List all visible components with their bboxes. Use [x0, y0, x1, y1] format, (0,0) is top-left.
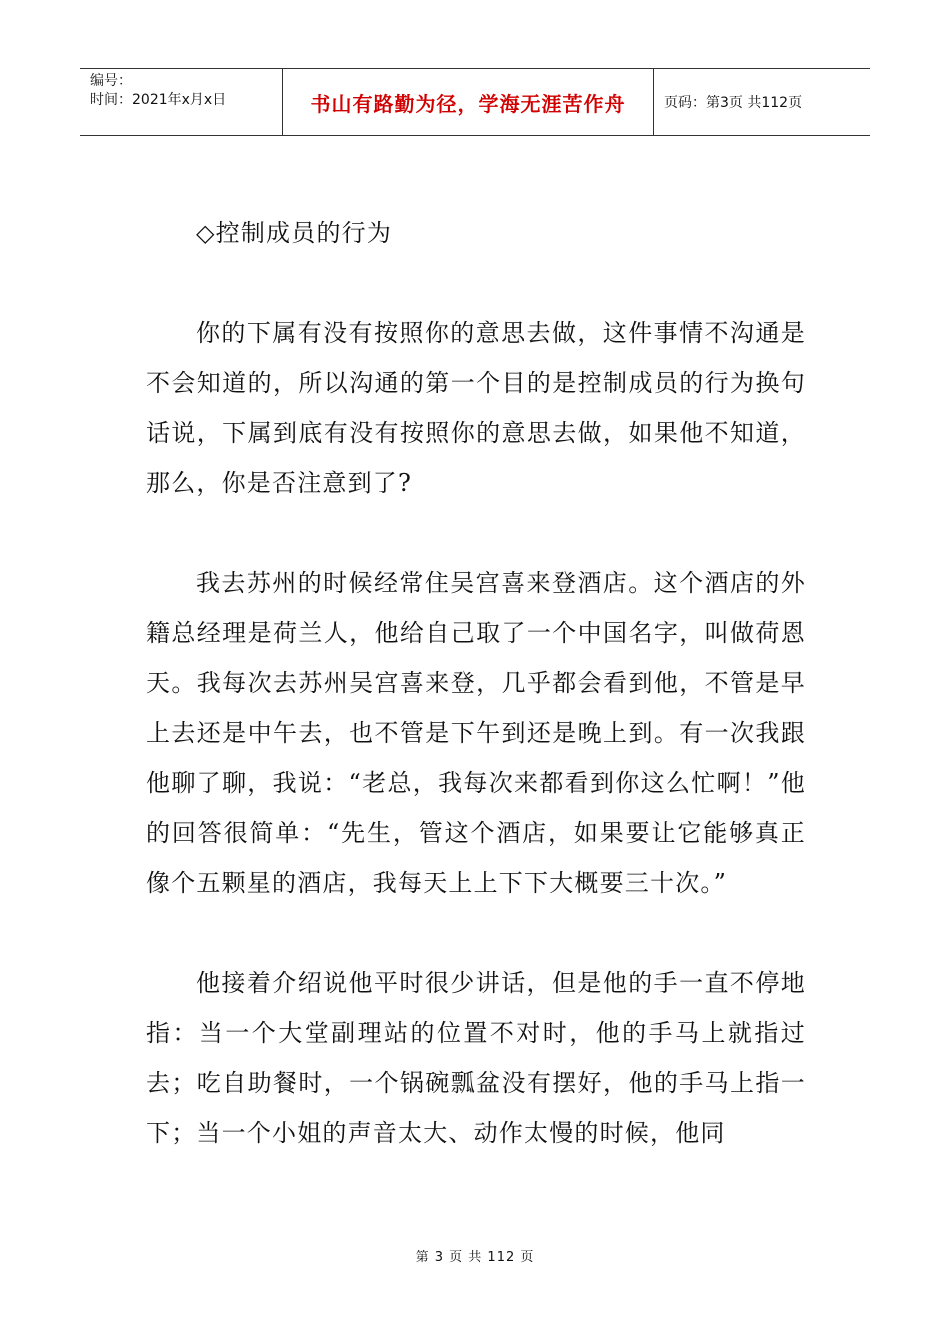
time-label: 时间：2021年x月x日 — [90, 92, 227, 108]
section-heading: ◇控制成员的行为 — [196, 219, 393, 247]
document-header — [80, 68, 870, 136]
number-label: 编号： — [90, 73, 132, 89]
header-meta — [80, 69, 282, 135]
paragraph-2: 我去苏州的时候经常住吴宫喜来登酒店。这个酒店的外籍总经理是荷兰人，他给自己取了一个中国名字，叫做荷恩天。我每次去苏州吴宫喜来登，几乎都会看到他，不管是早上去还是中午去，也不管是下午到还是晚上到。有一次我跟他聊了聊，我说：“老总，我每次来都看到你这么忙啊！”他的回答很简单：“先生，管这个酒店，如果要让它能够真正像个五颗星的酒店，我每天上上下下大概要三十次。” — [146, 569, 806, 897]
paragraph-3: 他接着介绍说他平时很少讲话，但是他的手一直不停地指：当一个大堂副理站的位置不对时，他的手马上就指过去；吃自助餐时，一个锅碗瓢盆没有摆好，他的手马上指一下；当一个小姐的声音太大、动作太慢的时候，他同 — [146, 969, 806, 1147]
document-body — [146, 208, 806, 1208]
paragraph-1: 你的下属有没有按照你的意思去做，这件事情不沟通是不会知道的，所以沟通的第一个目的是控制成员的行为换句话说，下属到底有没有按照你的意思去做，如果他不知道，那么，你是否注意到了? — [146, 319, 806, 497]
page-footer: 第 3 页 共 112 页 — [415, 1250, 535, 1265]
header-motto: 书山有路勤为径，学海无涯苦作舟 — [282, 69, 654, 135]
header-page-info: 页码：第3页 共112页 — [664, 95, 803, 111]
